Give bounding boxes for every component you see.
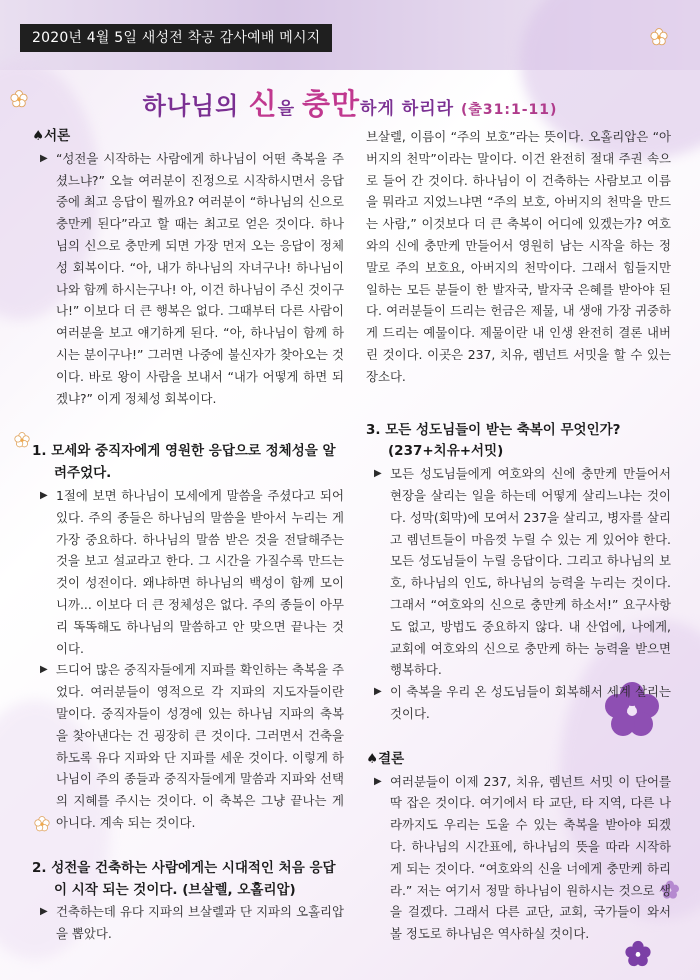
heading-text: 결론 — [378, 750, 405, 767]
right-triangle-icon: ▶ — [40, 906, 48, 918]
title-part: 하나님의 — [142, 92, 249, 120]
title-part: 충만 — [302, 87, 361, 121]
bullet-paragraph — [366, 771, 671, 945]
right-triangle-icon: ▶ — [40, 489, 48, 501]
bullet-paragraph — [32, 148, 344, 410]
bullet-paragraph — [366, 463, 671, 681]
title-part: 을 — [277, 99, 303, 119]
right-triangle-icon: ▶ — [374, 686, 382, 698]
section-heading: 3. 모든 성도님들이 받는 축복이 무엇인가? (237+치유+서밋) — [366, 421, 621, 460]
right-triangle-icon: ▶ — [40, 664, 48, 676]
paragraph-text: 여러분들이 이제 237, 치유, 렘넌트 서밋 이 단어를 딱 잡은 것이다. 여기에서 타 교단, 타 지역, 다른 나라까지도 우리는 도울 수 있는 축복을 받아야 되겠다. 하나님의 시간표에, 하나님의 뜻을 따라 시작하게 되는 것이다. “여호와의 신을 너에게 충만케 하리라.” 저는 여기서 정말 하나님이 원하시는 것으로 생을 걸겠다. 그래서 다른 교단, 교회, 국가들이 와서 볼 정도로 하나님은 역사하실 것이다. — [390, 773, 671, 942]
paragraph-text: 드디어 많은 중직자들에게 지파를 확인하는 축복을 주었다. 여러분들이 영적으로 각 지파의 지도자들이란 말이다. 중직자들이 성경에 있는 하나님 지파의 축복을 찾아낸다는 건 굉장히 큰 것이다. 그러면서 건축을 하도록 유다 지파와 단 지파를 세운 것이다. 이렇게 하나님이 주의 종들과 중직자들에게 말씀과 지파와 선택의 지혜를 주시는 것이다. 이 축복은 그냥 끝나는 게 아니다. 계속 되는 것이다. — [56, 662, 344, 830]
header-label: 2020년 4월 5일 새성전 착공 감사예배 메시지 — [20, 24, 332, 52]
left-column — [32, 126, 344, 945]
section-heading: 2. 성전을 건축하는 사람에게는 시대적인 처음 응답이 시작 되는 것이다. (브살렐, 오홀리압) — [32, 859, 336, 898]
page-title — [0, 82, 700, 123]
small-flower-icon — [14, 432, 30, 448]
spade-icon: ♠ — [32, 128, 45, 144]
paragraph-text: 이 축복을 우리 온 성도님들이 회복해서 세계 살리는 것이다. — [390, 684, 671, 721]
spade-icon: ♠ — [366, 750, 379, 767]
right-triangle-icon: ▶ — [374, 468, 382, 480]
section-heading — [366, 749, 671, 771]
section-heading — [32, 126, 344, 148]
continued-paragraph: 브살렐, 이름이 “주의 보호”라는 뜻이다. 오홀리압은 “아버지의 천막”이라는 말이다. 이건 완전히 절대 주권 속으로 들어 간 것이다. 하나님이 이 건축하는 사람보고 이름을 뭐라고 지었느냐면 “주의 보호, 아버지의 천막을 만드는 사람,” 이것보다 더 큰 축복이 어디에 있겠는가? 여호와의 신에 충만케 만들어서 영원히 남는 시작을 하는 정말로 주의 보호요, 아버지의 천막이다. 그래서 힘들지만 일하는 모든 분들이 한 발자국, 발자국 은혜를 받아야 된다. 여러분들이 드리는 헌금은 제물, 내 생애 가장 귀중하게 드리는 예물이다. 제물이란 내 인생 완전히 결론 내버린 것이다. 이곳은 237, 치유, 렘넌트 서밋을 할 수 있는 장소다. — [366, 129, 671, 384]
bullet-paragraph — [32, 659, 344, 833]
bullet-paragraph — [366, 681, 671, 725]
title-reference: (출31:1-11) — [461, 102, 558, 118]
section-heading: 1. 모세와 중직자에게 영원한 응답으로 정체성을 알려주었다. — [32, 443, 336, 482]
paragraph-text: 1절에 보면 하나님이 모세에게 말씀을 주셨다고 되어 있다. 주의 종들은 하나님의 말씀을 받아서 누리는 게 가장 중요하다. 하나님의 말씀 받은 것을 전달해주는 것을 보고 설교라고 한다. 그 시간을 가질수록 만드는 것이 성전이다. 왜냐하면 하나님의 백성이 함께 모이니까... 이보다 더 큰 정체성은 없다. 주의 종들이 아무리 똑똑해도 하나님의 말씀하고 안 맞으면 끝나는 것이다. — [56, 487, 344, 656]
paragraph-text: 모든 성도님들에게 여호와의 신에 충만케 만들어서 현장을 살리는 일을 하는데 어떻게 살리느냐는 것이다. 성막(회막)에 모여서 237을 살리고, 병자를 살리고 렘넌트들이 마음껏 누릴 수 있는 게 있어야 한다. 모든 성도님들이 누릴 응답이다. 그리고 하나님의 보호, 하나님의 인도, 하나님의 능력을 누리는 것이다. 그래서 “여호와의 신으로 충만케 하소서!” 요구사항도 없고, 방법도 중요하지 않다. 내 산업에, 나에게, 교회에 여호와의 신으로 충만케 하는 능력을 받으면 행복하다. — [390, 466, 671, 678]
right-triangle-icon: ▶ — [40, 152, 48, 164]
right-column — [366, 126, 671, 945]
right-triangle-icon: ▶ — [374, 775, 382, 787]
bullet-paragraph — [32, 485, 344, 659]
small-flower-icon — [650, 28, 668, 46]
paragraph-text: “성전을 시작하는 사람에게 하나님이 어떤 축복을 주셨느냐?” 오늘 여러분이 진정으로 시작하시면서 응답 중에 최고 응답이 뭘까요? 여러분이 “하나님의 신으로 충만케 된다”라고 할 때는 최고로 얻은 것이다. 하나님의 신으로 충만케 되면 가장 먼저 오는 응답이 정체성 회복이다. “아, 내가 하나님의 자녀구나! 하나님이 나와 함께 하시는구나! 아, 이건 하나님이 주신 것이구나!” 이보다 더 큰 행복은 없다. 그때부터 다른 사람이 여러분을 보고 얘기하게 된다. “아, 하나님이 함께 하시는 분이구나!” 그러면 나중에 불신자가 찾아오는 것이다. 바로 왕이 사람을 보내서 “내가 어떻게 하면 되겠냐?” 이게 정체성 회복이다. — [56, 150, 344, 406]
bullet-paragraph — [32, 901, 344, 945]
title-part: 하게 하리라 — [360, 99, 461, 119]
heading-text: 서론 — [44, 128, 71, 144]
paragraph-text: 건축하는데 유다 지파의 브살렐과 단 지파의 오홀리압을 뽑았다. — [56, 904, 344, 942]
title-part: 신 — [248, 87, 278, 121]
